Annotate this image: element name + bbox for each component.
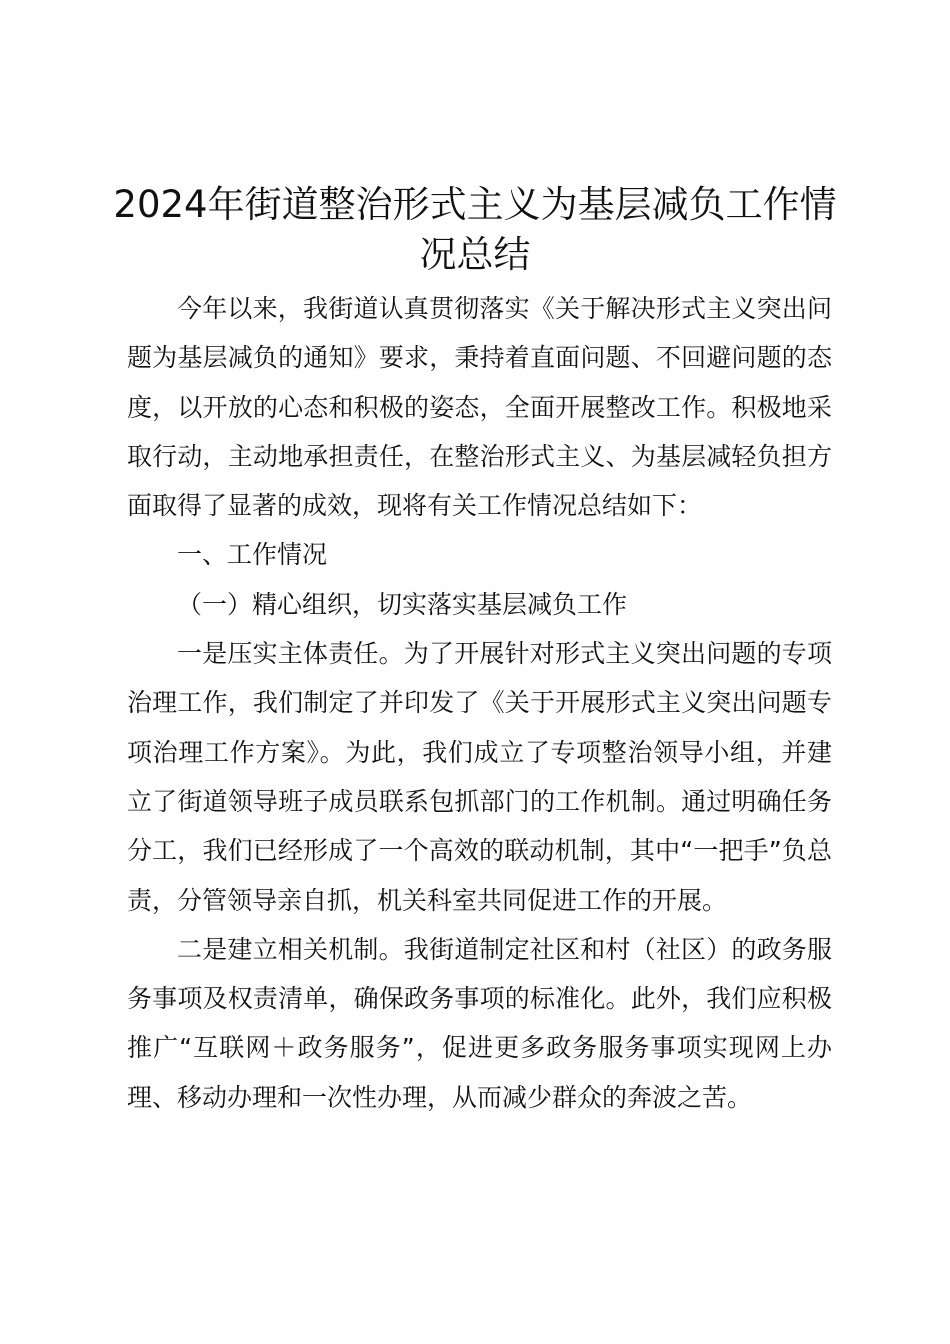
intro-paragraph: 今年以来，我街道认真贯彻落实《关于解决形式主义突出问题为基层减负的通知》要求，秉持着直面问题、不回避问题的态度，以开放的心态和积极的姿态，全面开展整改工作。积极地采取行动，主动地承担责任，在整治形式主义、为基层减轻负担方面取得了显著的成效，现将有关工作情况总结如下： bbox=[127, 294, 832, 521]
body-paragraph-1: 一是压实主体责任。为了开展针对形式主义突出问题的专项治理工作，我们制定了并印发了《关于开展形式主义突出问题专项治理工作方案》。为此，我们成立了专项整治领导小组，并建立了街道领导班子成员联系包抓部门的工作机制。通过明确任务分工，我们已经形成了一个高效的联动机制，其中“一把手”负总责，分管领导亲自抓，机关科室共同促进工作的开展。 bbox=[127, 639, 832, 915]
title-line-1: 2024年街道整治形式主义为基层减负工作情 bbox=[113, 183, 837, 226]
document-title bbox=[110, 180, 840, 280]
body-paragraph-2: 二是建立相关机制。我街道制定社区和村（社区）的政务服务事项及权责清单，确保政务事项的标准化。此外，我们应积极推广“互联网＋政务服务”，促进更多政务服务事项实现网上办理、移动办理和一次性办理，从而减少群众的奔波之苦。 bbox=[127, 934, 832, 1112]
section-heading: 一、工作情况 bbox=[177, 540, 328, 570]
title-line-2: 况总结 bbox=[419, 233, 531, 276]
document-body bbox=[127, 284, 832, 1122]
subsection-heading: （一）精心组织，切实落实基层减负工作 bbox=[177, 589, 628, 619]
